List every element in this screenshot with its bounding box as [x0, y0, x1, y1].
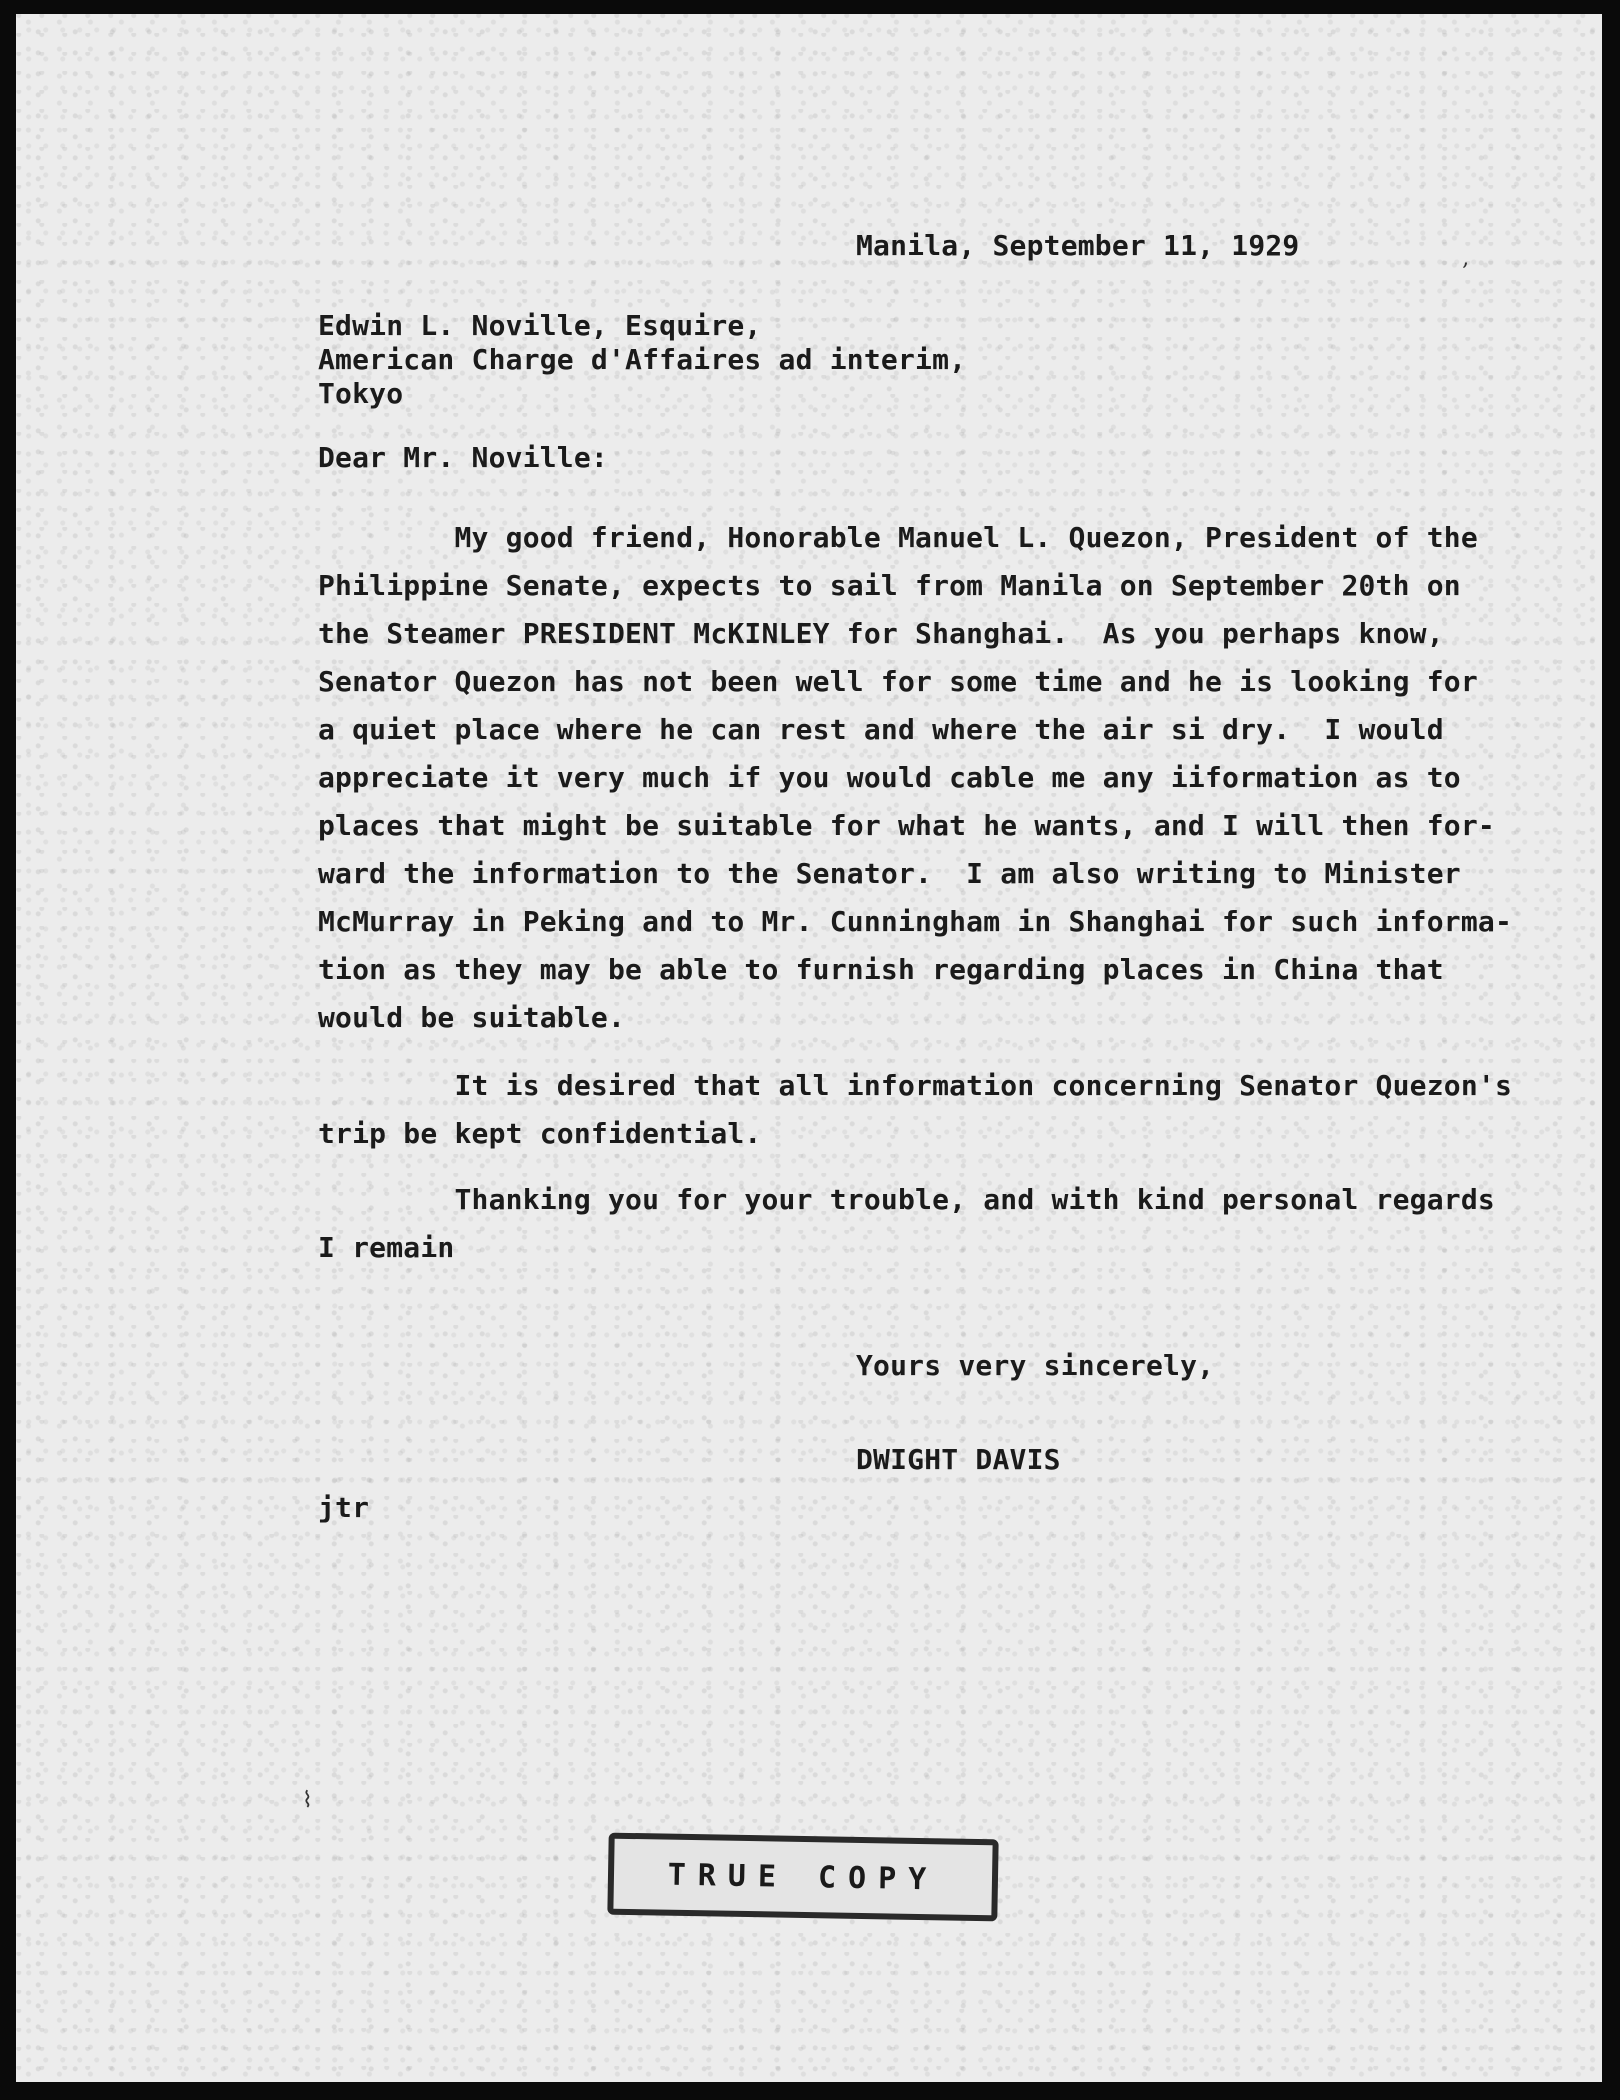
typist-initials: jtr — [318, 1491, 370, 1524]
paragraph-3-line: I remain — [318, 1231, 455, 1264]
paragraph-1-line: Philippine Senate, expects to sail from Manila on September 20th on — [318, 569, 1461, 602]
address-line-name: Edwin L. Noville, Esquire, — [318, 309, 762, 342]
signer-name: DWIGHT DAVIS — [856, 1443, 1061, 1476]
paragraph-3-line: Thanking you for your trouble, and with kind personal regards — [318, 1183, 1495, 1216]
pen-mark: ⌇ — [302, 1788, 313, 1813]
paragraph-1-line: the Steamer PRESIDENT McKINLEY for Shanghai. As you perhaps know, — [318, 617, 1444, 650]
paragraph-1-line: ward the information to the Senator. I am also writing to Minister — [318, 857, 1461, 890]
paragraph-1-line: a quiet place where he can rest and where the air si dry. I would — [318, 713, 1444, 746]
letter-date: Manila, September 11, 1929 — [856, 229, 1300, 262]
paragraph-1-line: places that might be suitable for what he wants, and I will then for- — [318, 809, 1495, 842]
paragraph-1-line: My good friend, Honorable Manuel L. Quezon, President of the — [318, 521, 1478, 554]
salutation: Dear Mr. Noville: — [318, 441, 608, 474]
paragraph-1-line: would be suitable. — [318, 1001, 626, 1034]
address-line-city: Tokyo — [318, 377, 404, 410]
paragraph-1-line: Senator Quezon has not been well for some time and he is looking for — [318, 665, 1478, 698]
paragraph-2-line: It is desired that all information concerning Senator Quezon's — [318, 1069, 1513, 1102]
complimentary-close: Yours very sincerely, — [856, 1349, 1215, 1382]
paragraph-2-line: trip be kept confidential. — [318, 1117, 762, 1150]
paragraph-1-line: McMurray in Peking and to Mr. Cunningham in Shanghai for such informa- — [318, 905, 1513, 938]
stamp-text: TRUE COPY — [667, 1857, 939, 1897]
letter-page — [16, 14, 1602, 2082]
paragraph-1-line: tion as they may be able to furnish regarding places in China that — [318, 953, 1444, 986]
margin-mark: ‚ — [1462, 246, 1469, 271]
true-copy-stamp — [607, 1833, 998, 1922]
address-line-title: American Charge d'Affaires ad interim, — [318, 343, 967, 376]
paragraph-1-line: appreciate it very much if you would cable me any iiformation as to — [318, 761, 1461, 794]
